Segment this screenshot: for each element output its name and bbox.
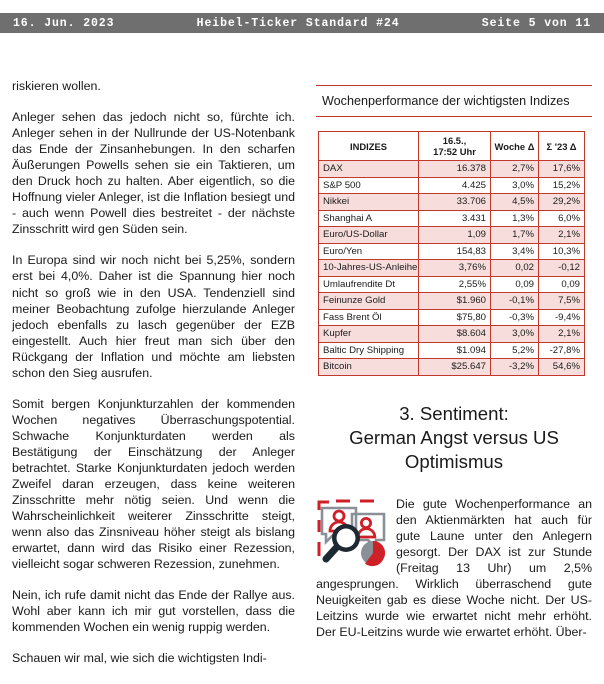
cell-week: 1,7% bbox=[491, 227, 539, 244]
sentiment-paragraph: Die gute Wochenperformance an den Aktienmärkten hat auch für gute Laune unter den Anlegern gesorgt. Der DAX ist zur Stunde (Freitag 13 Uhr) um 2,5% angesprungen. Wirklich überraschend gute Neuigkeiten gab es diese Woche nicht. Der US-Leitzins wurde wie erwartet nicht mehr erhöht. Der EU-Leitzins wurde wie erwartet erhöht. Über- bbox=[316, 496, 592, 639]
cell-value: $1.960 bbox=[419, 293, 491, 310]
right-content-column bbox=[316, 78, 592, 640]
paragraph: Schauen wir mal, wie sich die wichtigsten Indi- bbox=[12, 651, 267, 666]
section-heading-line-1: 3. Sentiment: bbox=[399, 402, 509, 424]
cell-week: 4,5% bbox=[491, 194, 539, 211]
cell-value: 4.425 bbox=[419, 177, 491, 194]
cell-name: Euro/Yen bbox=[319, 243, 419, 260]
table-row bbox=[319, 359, 585, 376]
paragraph: Nein, ich rufe damit nicht das Ende der Rallye aus. Wohl aber kann ich mir gut vorstellen, dass die kommenden Wochen ein wenig ruppig werden. bbox=[12, 588, 295, 635]
cell-week: 3,0% bbox=[491, 326, 539, 343]
cell-year: 7,5% bbox=[539, 293, 585, 310]
cell-value: 3.431 bbox=[419, 210, 491, 227]
paragraph: riskieren wollen. bbox=[12, 79, 101, 93]
left-text-column bbox=[12, 78, 295, 667]
paragraph: Somit bergen Konjunkturzahlen der kommenden Wochen negatives Überraschungspotential. Schwache Konjunkturdaten werden als Bestätigung der Einschätzung der Anleger betrachtet. Starke Konjunkturdaten jedoch werden Zweifel daran erzeugen, dass keine weiteren Zinsschritte mehr nötig seien. Und wenn die Wahrscheinlichkeit weiterer Zinsschritte steigt, wenn also das Zinsniveau höher steigt als bislang erwartet, dann wird das Risiko einer Rezession, vielleicht sogar schweren Rezession, zunehmen. bbox=[12, 396, 295, 572]
cell-week: 2,7% bbox=[491, 161, 539, 178]
cell-year: 10,3% bbox=[539, 243, 585, 260]
cell-value: $8.604 bbox=[419, 326, 491, 343]
cell-value: 3,76% bbox=[419, 260, 491, 277]
column-header-value-line1: 16.5., bbox=[442, 135, 467, 146]
cell-week: 3,0% bbox=[491, 177, 539, 194]
column-header-year-delta: Σ '23 Δ bbox=[539, 132, 585, 161]
cell-week: 0,09 bbox=[491, 276, 539, 293]
cell-week: -3,2% bbox=[491, 359, 539, 376]
table-row bbox=[319, 342, 585, 359]
table-row bbox=[319, 243, 585, 260]
cell-name: Fass Brent Öl bbox=[319, 309, 419, 326]
cell-year: 6,0% bbox=[539, 210, 585, 227]
cell-week: 5,2% bbox=[491, 342, 539, 359]
table-row bbox=[319, 326, 585, 343]
cell-value: 16.378 bbox=[419, 161, 491, 178]
cell-value: 1,09 bbox=[419, 227, 491, 244]
cell-value: 33.706 bbox=[419, 194, 491, 211]
table-row bbox=[319, 260, 585, 277]
cell-year: 2,1% bbox=[539, 326, 585, 343]
cell-year: 15,2% bbox=[539, 177, 585, 194]
page-title bbox=[316, 402, 592, 474]
cell-year: 2,1% bbox=[539, 227, 585, 244]
cell-name: Umlaufrendite Dt bbox=[319, 276, 419, 293]
cell-name: Shanghai A bbox=[319, 210, 419, 227]
cell-week: -0,3% bbox=[491, 309, 539, 326]
cell-name: DAX bbox=[319, 161, 419, 178]
table-row bbox=[319, 309, 585, 326]
market-research-survey-icon bbox=[316, 498, 388, 568]
page-running-header bbox=[0, 13, 604, 33]
cell-name: Euro/US-Dollar bbox=[319, 227, 419, 244]
cell-week: 3,4% bbox=[491, 243, 539, 260]
table-row bbox=[319, 177, 585, 194]
cell-week: 0,02 bbox=[491, 260, 539, 277]
cell-value: $75,80 bbox=[419, 309, 491, 326]
cell-year: 0,09 bbox=[539, 276, 585, 293]
paragraph: Anleger sehen das jedoch nicht so, fürchte ich. Anleger sehen in der Nullrunde der US-Notenbank das Ende der Zinsanhebungen. In den scharfen Äußerungen Powells sehen sie ein Taktieren, um den Druck hoch zu halten. Aber eigentlich, so die Hoffnung vieler Anleger, ist die Inflation besiegt und - auch wenn Powell dies bestreitet - der nächste Zinsschritt wird gen Süden sein. bbox=[12, 110, 295, 237]
header-date: 16. Jun. 2023 bbox=[13, 16, 115, 30]
indices-table-body bbox=[319, 161, 585, 376]
page-body bbox=[0, 33, 604, 684]
cell-name: S&P 500 bbox=[319, 177, 419, 194]
section-heading-line-3: Optimismus bbox=[404, 450, 504, 472]
table-row bbox=[319, 276, 585, 293]
column-header-indizes: INDIZES bbox=[319, 132, 419, 161]
column-header-week-delta: Woche Δ bbox=[491, 132, 539, 161]
table-row bbox=[319, 293, 585, 310]
sentiment-intro-block bbox=[316, 496, 592, 640]
indices-table bbox=[318, 131, 585, 376]
section-heading-line-2: German Angst versus US bbox=[349, 426, 559, 448]
paragraph: In Europa sind wir noch nicht bei 5,25%, sondern erst bei 4,0%. Daher ist die Spannung hier noch nicht so groß wie in den USA. Tendenziell sind meiner Beobachtung zufolge hierzulande Anleger jedoch ebenfalls zu lasch gegenüber der EZB eingestellt. Auch hier freut man sich über den Rückgang der Inflation und möchte am liebsten schon den Sieg ausrufen. bbox=[12, 253, 295, 380]
cell-name: Feinunze Gold bbox=[319, 293, 419, 310]
table-row bbox=[319, 227, 585, 244]
cell-value: 154,83 bbox=[419, 243, 491, 260]
column-header-value-line2: 17:52 Uhr bbox=[433, 146, 476, 157]
cell-value: $25.647 bbox=[419, 359, 491, 376]
cell-year: -0,12 bbox=[539, 260, 585, 277]
cell-year: 54,6% bbox=[539, 359, 585, 376]
cell-week: 1,3% bbox=[491, 210, 539, 227]
table-row bbox=[319, 161, 585, 178]
column-header-value bbox=[419, 132, 491, 161]
cell-year: -27,8% bbox=[539, 342, 585, 359]
cell-year: 29,2% bbox=[539, 194, 585, 211]
table-row bbox=[319, 194, 585, 211]
cell-name: Nikkei bbox=[319, 194, 419, 211]
cell-year: 17,6% bbox=[539, 161, 585, 178]
table-header-row bbox=[319, 132, 585, 161]
header-page-number: Seite 5 von 11 bbox=[481, 16, 591, 30]
cell-week: -0,1% bbox=[491, 293, 539, 310]
cell-name: 10-Jahres-US-Anleihe bbox=[319, 260, 419, 277]
cell-name: Baltic Dry Shipping bbox=[319, 342, 419, 359]
header-publication: Heibel-Ticker Standard #24 bbox=[196, 16, 400, 30]
cell-name: Bitcoin bbox=[319, 359, 419, 376]
cell-name: Kupfer bbox=[319, 326, 419, 343]
cell-value: 2,55% bbox=[419, 276, 491, 293]
cell-value: $1.094 bbox=[419, 342, 491, 359]
table-row bbox=[319, 210, 585, 227]
cell-year: -9,4% bbox=[539, 309, 585, 326]
indices-table-title: Wochenperformance der wichtigsten Indizes bbox=[316, 85, 592, 117]
